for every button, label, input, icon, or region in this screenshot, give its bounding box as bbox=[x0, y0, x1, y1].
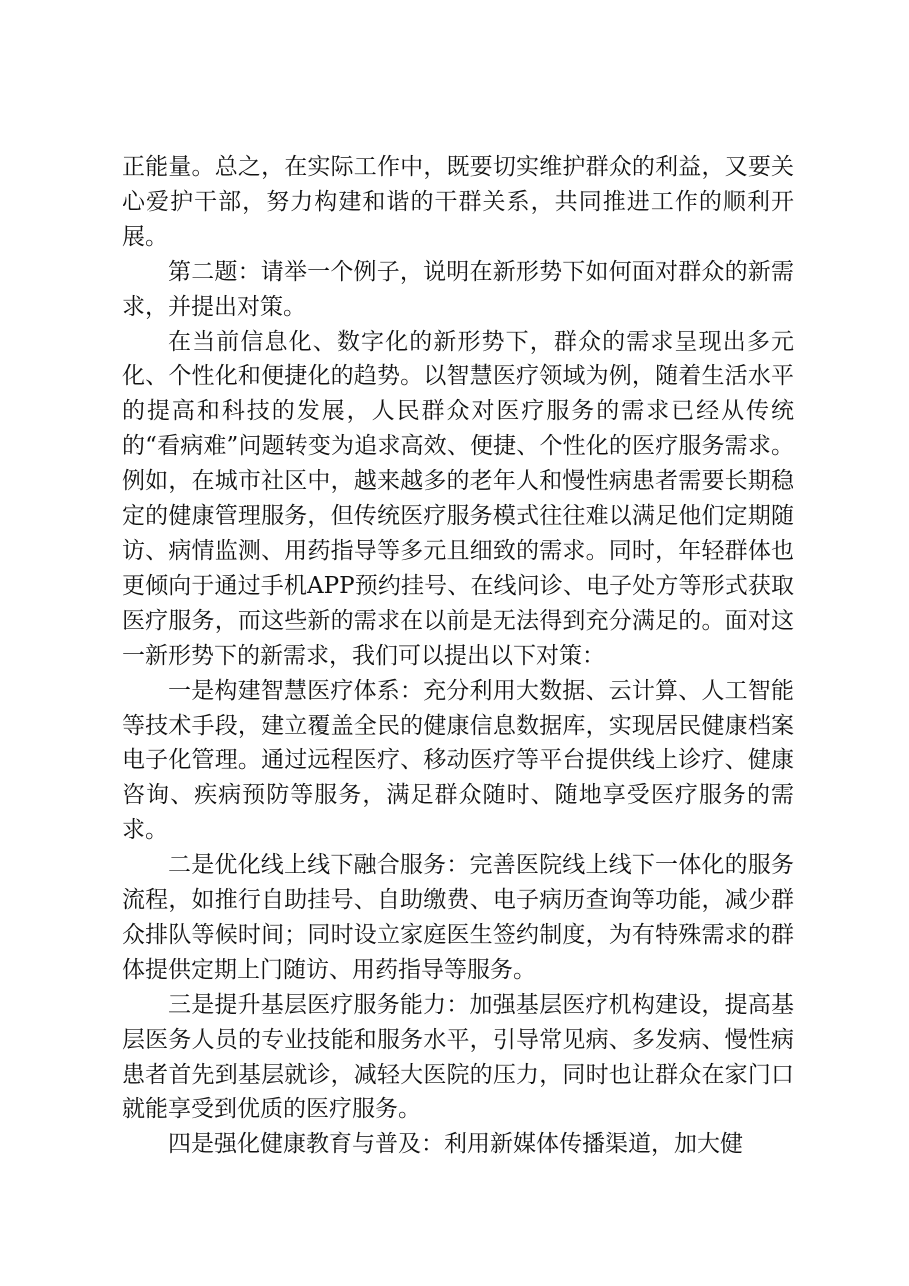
paragraph-question-2: 第二题：请举一个例子，说明在新形势下如何面对群众的新需求，并提出对策。 bbox=[122, 258, 794, 320]
paragraph-measure-3: 三是提升基层医疗服务能力：加强基层医疗机构建设，提高基层医务人员的专业技能和服务水平，引导常见病、多发病、慢性病患者首先到基层就诊，减轻大医院的压力，同时也让群众在家门口就能享受到优质的医疗服务。 bbox=[122, 991, 794, 1123]
paragraph-measure-2: 二是优化线上线下融合服务：完善医院线上线下一体化的服务流程，如推行自助挂号、自助缴费、电子病历查询等功能，减少群众排队等候时间；同时设立家庭医生签约制度，为有特殊需求的群体提供定期上门随访、用药指导等服务。 bbox=[122, 852, 794, 983]
document-body bbox=[122, 150, 794, 1162]
paragraph-3: 在当前信息化、数字化的新形势下，群众的需求呈现出多元化、个性化和便捷化的趋势。以智慧医疗领域为例，随着生活水平的提高和科技的发展，人民群众对医疗服务的需求已经从传统的“看病难”问题转变为追求高效、便捷、个性化的医疗服务需求。例如，在城市社区中，越来越多的老年人和慢性病患者需要长期稳定的健康管理服务，但传统医疗服务模式往往难以满足他们定期随访、病情监测、用药指导等多元且细致的需求。同时，年轻群体也更倾向于通过手机APP预约挂号、在线问诊、电子处方等形式获取医疗服务，而这些新的需求在以前是无法得到充分满足的。面对这一新形势下的新需求，我们可以提出以下对策： bbox=[122, 328, 794, 669]
paragraph-1: 正能量。总之，在实际工作中，既要切实维护群众的利益，又要关心爱护干部，努力构建和谐的干群关系，共同推进工作的顺利开展。 bbox=[122, 154, 794, 250]
paragraph-measure-4: 四是强化健康教育与普及：利用新媒体传播渠道，加大健 bbox=[168, 1131, 743, 1158]
paragraph-measure-1: 一是构建智慧医疗体系：充分利用大数据、云计算、人工智能等技术手段，建立覆盖全民的健康信息数据库，实现居民健康档案电子化管理。通过远程医疗、移动医疗等平台提供线上诊疗、健康咨询、疾病预防等服务，满足群众随时、随地享受医疗服务的需求。 bbox=[122, 677, 794, 844]
